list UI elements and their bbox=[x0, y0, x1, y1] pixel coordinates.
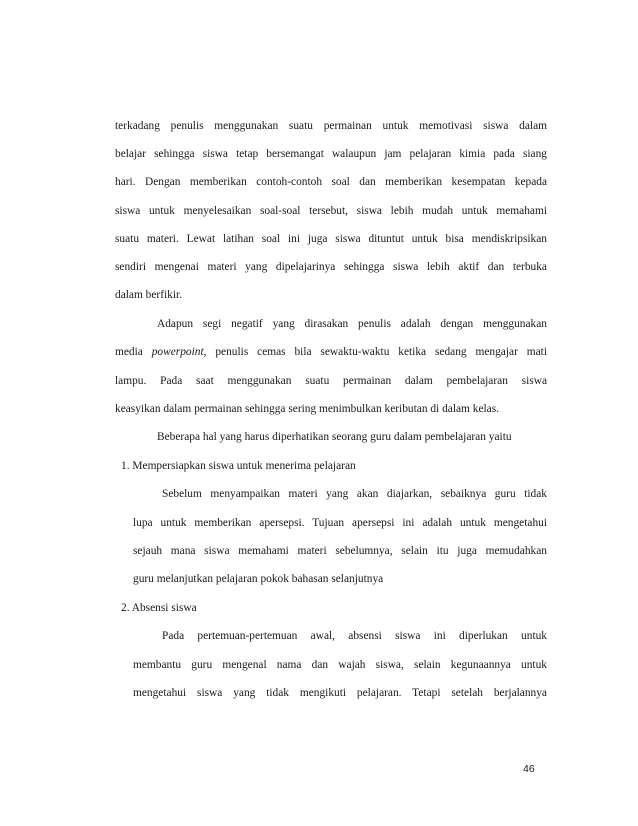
paragraph-line: lampu. Pada saat menggunakan suatu permainan dalam pembelajaran siswa bbox=[115, 375, 547, 387]
text-span: media bbox=[115, 346, 152, 358]
paragraph-line: keasyikan dalam permainan sehingga sering menimbulkan keributan di dalam kelas. bbox=[115, 403, 500, 415]
list-item-line: membantu guru mengenal nama dan wajah siswa, selain kegunaannya untuk bbox=[133, 659, 547, 671]
list-item-line: lupa untuk memberikan apersepsi. Tujuan apersepsi ini adalah untuk mengetahui bbox=[133, 517, 547, 529]
list-item-line: guru melanjutkan pelajaran pokok bahasan selanjutnya bbox=[133, 573, 384, 585]
italic-term: powerpoint bbox=[151, 346, 204, 358]
paragraph-line: sendiri mengenai materi yang dipelajarinya sehingga siswa lebih aktif dan terbuka bbox=[115, 261, 547, 273]
paragraph-line: Beberapa hal yang harus diperhatikan seorang guru dalam pembelajaran yaitu bbox=[157, 431, 512, 443]
list-item-line: Sebelum menyampaikan materi yang akan diajarkan, sebaiknya guru tidak bbox=[162, 488, 547, 500]
list-item-line: mengetahui siswa yang tidak mengikuti pelajaran. Tetapi setelah berjalannya bbox=[133, 687, 547, 699]
list-item-line: Pada pertemuan-pertemuan awal, absensi siswa ini diperlukan untuk bbox=[162, 630, 547, 642]
paragraph-line: siswa untuk menyelesaikan soal-soal tersebut, siswa lebih mudah untuk memahami bbox=[115, 205, 547, 217]
paragraph-line: hari. Dengan memberikan contoh-contoh soal dan memberikan kesempatan kepada bbox=[115, 176, 547, 188]
paragraph-line bbox=[115, 345, 547, 359]
page-number: 46 bbox=[523, 763, 535, 775]
paragraph-line: dalam berfikir. bbox=[115, 289, 183, 301]
text-span: , penulis cemas bila sewaktu-waktu ketika sedang mengajar mati bbox=[203, 346, 547, 358]
paragraph-line: terkadang penulis menggunakan suatu permainan untuk memotivasi siswa dalam bbox=[115, 120, 547, 132]
list-item-heading: 2. Absensi siswa bbox=[121, 602, 197, 614]
list-item-line: sejauh mana siswa memahami materi sebelumnya, selain itu juga memudahkan bbox=[133, 545, 547, 557]
list-item-heading: 1. Mempersiapkan siswa untuk menerima pelajaran bbox=[121, 460, 356, 472]
paragraph-line: Adapun segi negatif yang dirasakan penulis adalah dengan menggunakan bbox=[157, 318, 547, 330]
paragraph-line: belajar sehingga siswa tetap bersemangat walaupun jam pelajaran kimia pada siang bbox=[115, 148, 547, 160]
paragraph-line: suatu materi. Lewat latihan soal ini juga siswa dituntut untuk bisa mendiskripsikan bbox=[115, 233, 547, 245]
